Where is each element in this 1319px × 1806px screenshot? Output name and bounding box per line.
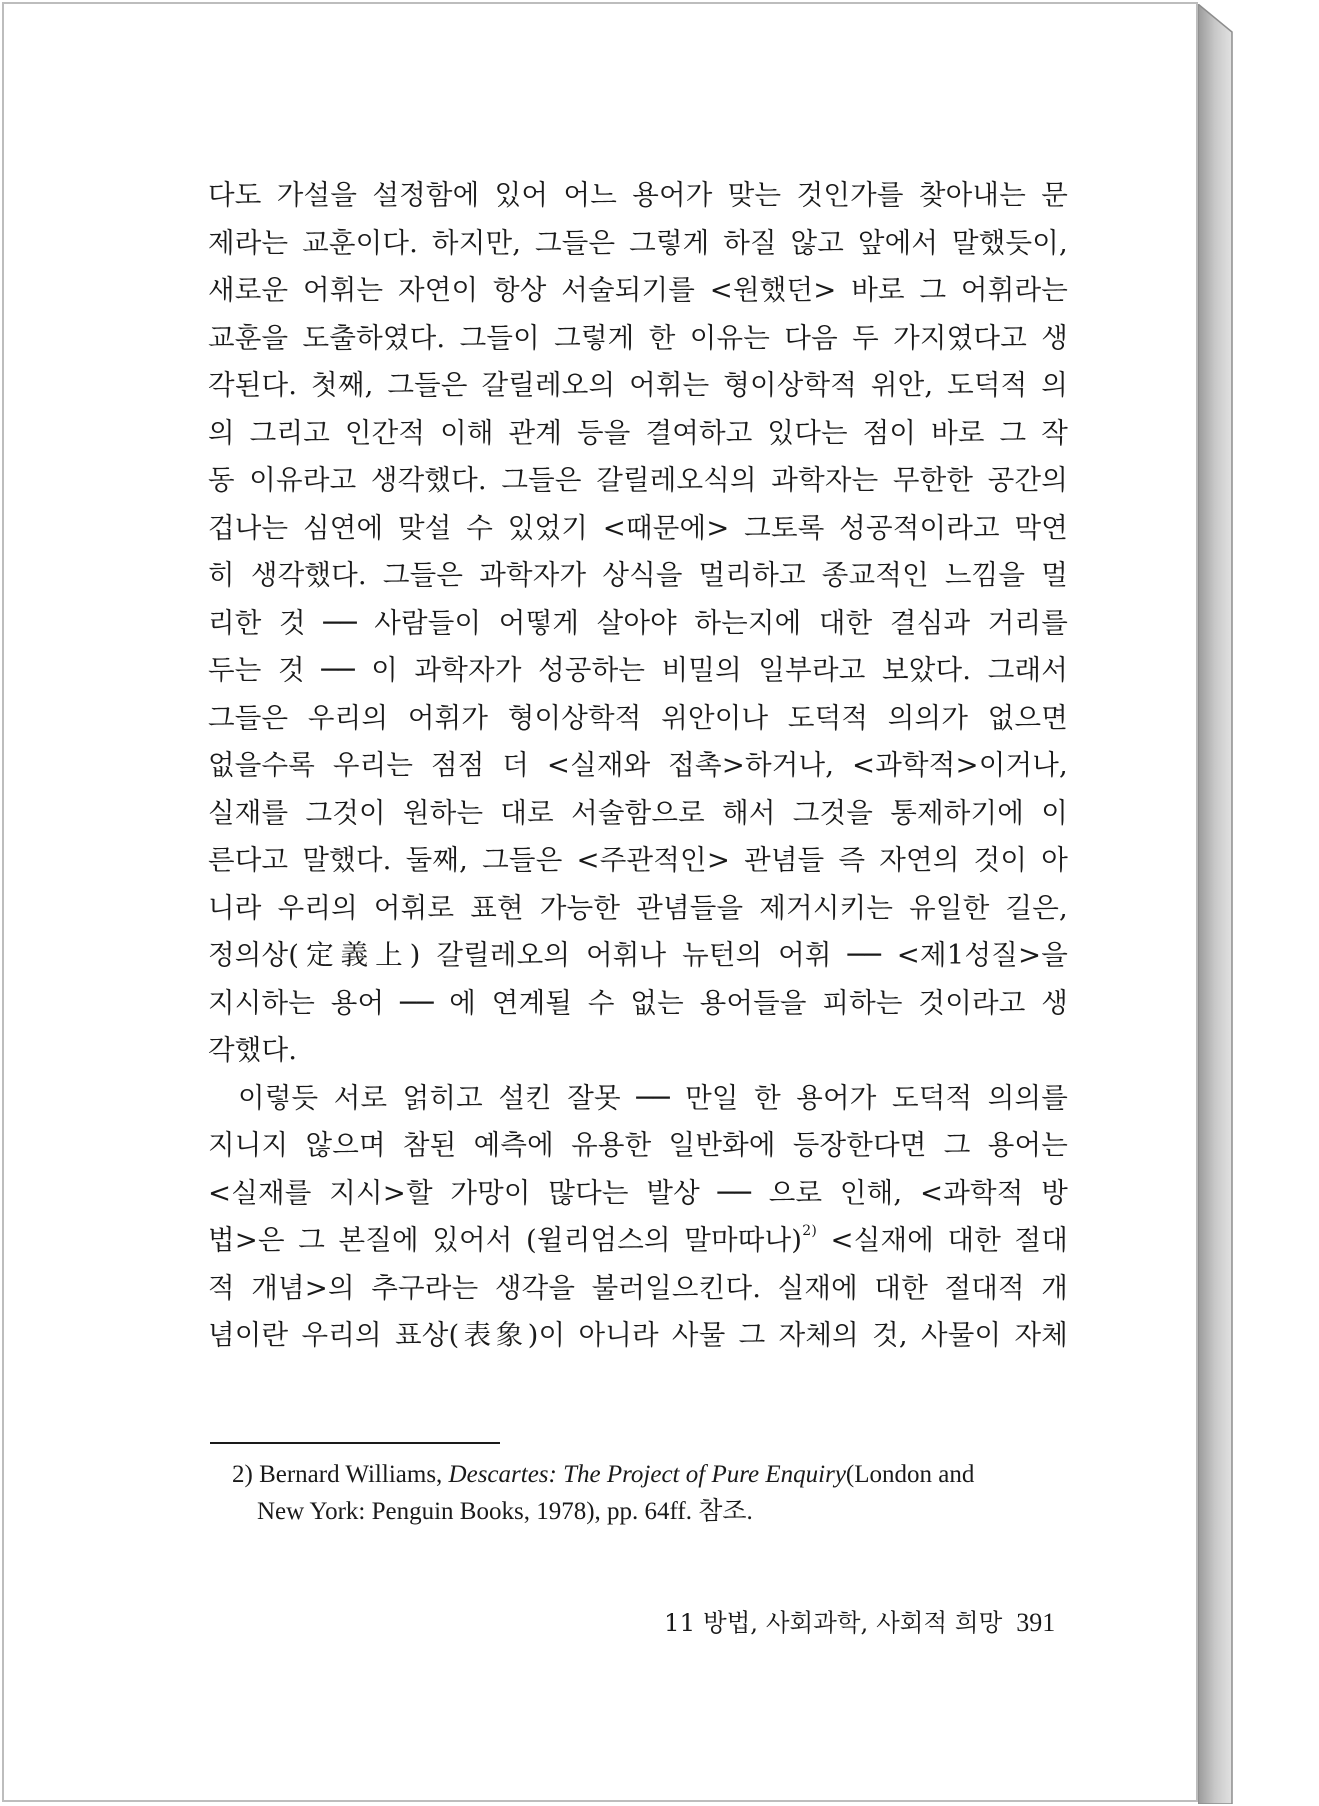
text-line: 지시하는 용어 ── 에 연계될 수 없는 용어들을 피하는 것이라고 생 bbox=[208, 986, 1068, 1019]
text-line: 두는 것 ── 이 과학자가 성공하는 비밀의 일부라고 보았다. 그래서 bbox=[208, 654, 1068, 686]
text-line: 적 개념>의 추구라는 생각을 불러일으킨다. 실재에 대한 절대적 개 bbox=[208, 1271, 1068, 1304]
page-number: 391 bbox=[1016, 1608, 1056, 1637]
text-line: 니라 우리의 어휘로 표현 가능한 관념들을 제거시키는 유일한 길은, bbox=[208, 891, 1068, 924]
footnote-number: 2) bbox=[232, 1461, 253, 1488]
body-text bbox=[208, 172, 1068, 1360]
text-line: 겁나는 심연에 맞설 수 있었기 <때문에> 그토록 성공적이라고 막연 bbox=[208, 511, 1068, 544]
text-line: 의 그리고 인간적 이해 관계 등을 결여하고 있다는 점이 바로 그 작 bbox=[208, 416, 1068, 449]
text-line: 리한 것 ── 사람들이 어떻게 살아야 하는지에 대한 결심과 거리를 bbox=[208, 606, 1068, 639]
text-segment: 법>은 그 본질에 있어서 (윌리엄스의 말마따나) bbox=[208, 1224, 803, 1256]
text-line: 이렇듯 서로 얽히고 설킨 잘못 ── 만일 한 용어가 도덕적 의의를 bbox=[238, 1081, 1068, 1114]
running-footer bbox=[664, 1603, 1056, 1643]
footnote-reference: 2) bbox=[802, 1223, 817, 1239]
paragraph-2 bbox=[208, 1075, 1068, 1360]
text-line: 없을수록 우리는 점점 더 <실재와 접촉>하거나, <과학적>이거나, bbox=[208, 749, 1068, 781]
text-line: 실재를 그것이 원하는 대로 서술함으로 해서 그것을 통제하기에 이 bbox=[208, 796, 1068, 829]
page-edge-shading bbox=[1198, 4, 1238, 1804]
footnote-line bbox=[232, 1456, 1070, 1493]
footnote-divider bbox=[210, 1442, 500, 1444]
text-line: 지니지 않으며 참된 예측에 유용한 일반화에 등장한다면 그 용어는 bbox=[208, 1129, 1068, 1161]
footnote bbox=[232, 1456, 1070, 1530]
text-segment: <실재에 대한 절대 bbox=[817, 1224, 1069, 1256]
footnote-title: Descartes: The Project of Pure Enquiry bbox=[448, 1461, 846, 1488]
text-line: 교훈을 도출하였다. 그들이 그렇게 한 이유는 다음 두 가지였다고 생 bbox=[208, 321, 1068, 354]
footnote-line: New York: Penguin Books, 1978), pp. 64ff. 참조. bbox=[257, 1498, 753, 1525]
text-line: 념이란 우리의 표상(表象)이 아니라 사물 그 자체의 것, 사물이 자체 bbox=[208, 1319, 1068, 1351]
text-line: <실재를 지시>할 가망이 많다는 발상 ── 으로 인해, <과학적 방 bbox=[208, 1176, 1068, 1209]
paragraph-1 bbox=[208, 172, 1068, 1075]
chapter-title: 11 방법, 사회과학, 사회적 희망 bbox=[664, 1608, 1003, 1637]
text-line: 히 생각했다. 그들은 과학자가 상식을 멀리하고 종교적인 느낌을 멀 bbox=[208, 559, 1068, 591]
text-line: 각했다. bbox=[208, 1034, 298, 1066]
text-line: 그들은 우리의 어휘가 형이상학적 위안이나 도덕적 의의가 없으면 bbox=[208, 701, 1068, 734]
text-line: 동 이유라고 생각했다. 그들은 갈릴레오식의 과학자는 무한한 공간의 bbox=[208, 464, 1068, 496]
book-page-edge bbox=[1198, 4, 1238, 1804]
text-line: 정의상(定義上) 갈릴레오의 어휘나 뉴턴의 어휘 ── <제1성질>을 bbox=[208, 939, 1068, 971]
text-line: 다도 가설을 설정함에 있어 어느 용어가 맞는 것인가를 찾아내는 문 bbox=[208, 179, 1068, 211]
text-line: 새로운 어휘는 자연이 항상 서술되기를 <원했던> 바로 그 어휘라는 bbox=[208, 274, 1068, 306]
footnote-author: Bernard Williams, bbox=[259, 1461, 443, 1488]
text-line-with-footnote-ref bbox=[208, 1217, 1068, 1265]
text-line: 제라는 교훈이다. 하지만, 그들은 그렇게 하질 않고 앞에서 말했듯이, bbox=[208, 226, 1068, 259]
footnote-publisher: (London and bbox=[845, 1461, 975, 1488]
text-line: 른다고 말했다. 둘째, 그들은 <주관적인> 관념들 즉 자연의 것이 아 bbox=[208, 844, 1068, 876]
text-line: 각된다. 첫째, 그들은 갈릴레오의 어휘는 형이상학적 위안, 도덕적 의 bbox=[208, 369, 1068, 401]
